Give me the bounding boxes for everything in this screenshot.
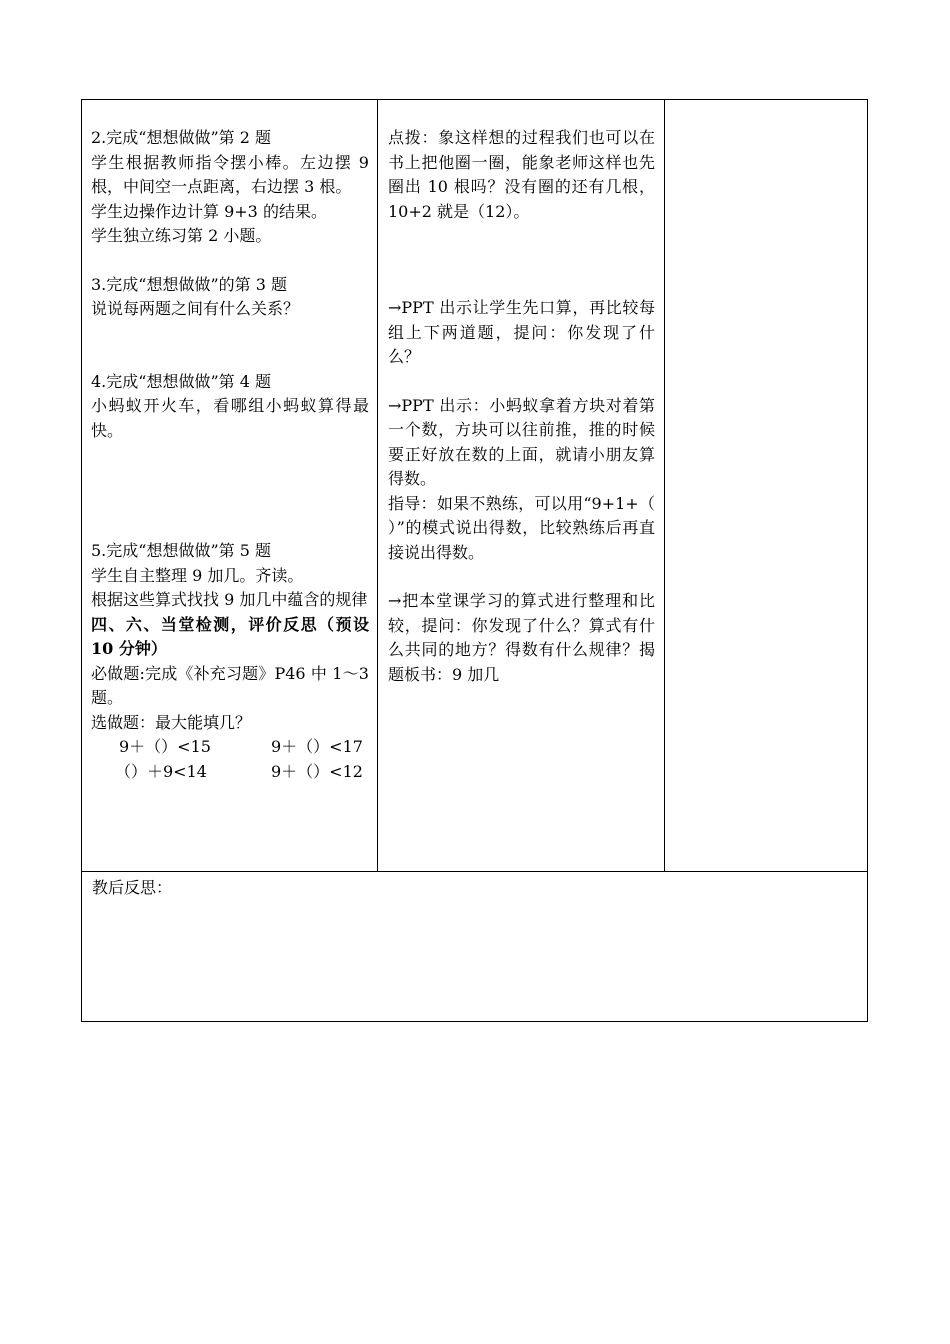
item2-title: 2.完成“想想做做”第 2 题 <box>91 128 271 147</box>
item4-title: 4.完成“想想做做”第 4 题 <box>91 371 271 391</box>
inequality-row <box>91 760 369 785</box>
summary-paragraph: →把本堂课学习的算式进行整理和比较，提问：你发现了什么？算式有什么共同的地方？得数有什么规律？揭题板书：9 加几 <box>388 591 655 684</box>
hint-paragraph: 点拨：象这样想的过程我们也可以在书上把他圈一圈，能象老师这样也先圈出 10 根吗？没有圈的还有几根，10+2 就是（12）。 <box>388 128 655 221</box>
column-divider-1 <box>377 99 378 872</box>
required-exercise: 必做题:完成《补充习题》P46 中 1～3 题。 <box>91 663 369 707</box>
item5-line: 根据这些算式找找 9 加几中蕴含的规律 <box>91 590 368 609</box>
reflection-label: 教后反思： <box>92 878 173 897</box>
item2-line: 学生独立练习第 2 小题。 <box>91 226 272 245</box>
inequality-right: 9＋（）<17 <box>271 737 363 756</box>
item5-line: 学生自主整理 9 加几。齐读。 <box>91 565 304 585</box>
item5-title: 5.完成“想想做做”第 5 题 <box>91 541 271 560</box>
table-left-border <box>81 99 82 1022</box>
teacher-guidance-cell <box>388 126 655 687</box>
table-top-border <box>81 99 868 100</box>
item3-line: 说说每两题之间有什么关系？ <box>91 299 300 318</box>
inequality-left: 9＋（）<15 <box>119 737 211 756</box>
item4-line: 小蚂蚁开火车，看哪组小蚂蚁算得最快。 <box>91 396 369 440</box>
optional-exercise-title: 选做题：最大能填几？ <box>91 712 252 732</box>
inequality-right: 9＋（）<12 <box>271 762 363 781</box>
ppt-paragraph-2: →PPT 出示：小蚂蚁拿着方块对着第一个数，方块可以往前推，推的时候要正好放在数的上面，就请小朋友算得数。 <box>388 395 655 488</box>
table-row-divider <box>81 871 868 872</box>
table-bottom-border <box>81 1021 868 1022</box>
table-right-border <box>867 99 868 1022</box>
section-heading: 四、六、当堂检测，评价反思（预设 10 分钟） <box>91 614 369 658</box>
inequality-left: （）＋9<14 <box>115 762 207 781</box>
ppt-paragraph-1: →PPT 出示让学生先口算，再比较每组上下两道题，提问：你发现了什么？ <box>388 298 655 366</box>
student-activity-cell <box>91 126 369 785</box>
item2-line: 学生边操作边计算 9+3 的结果。 <box>91 201 327 221</box>
item3-title: 3.完成“想想做做”的第 3 题 <box>91 274 287 294</box>
guide-paragraph: 指导：如果不熟练，可以用“9+1+（ ）”的模式说出得数，比较熟练后再直接说出得数。 <box>388 493 655 562</box>
inequality-row <box>91 735 369 760</box>
column-divider-2 <box>664 99 665 872</box>
item2-line: 学生根据教师指令摆小棒。左边摆 9 根，中间空一点距离，右边摆 3 根。 <box>91 152 369 196</box>
